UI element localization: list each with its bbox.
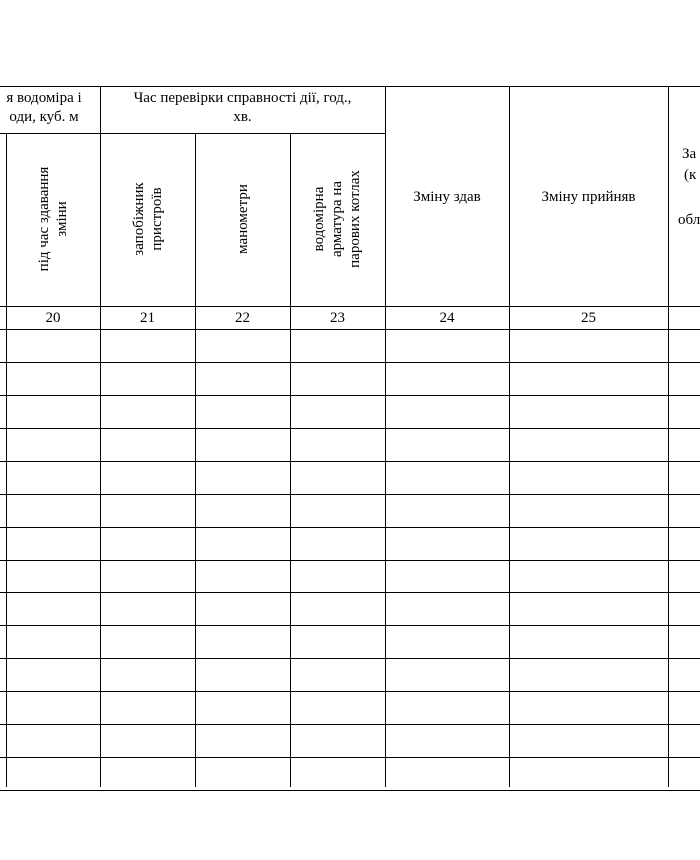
header-bottom-line	[0, 306, 700, 307]
col26-header-line1: За	[682, 146, 697, 162]
col26-header-line2: (к	[684, 167, 697, 183]
group-check-time-line2: хв.	[233, 109, 252, 125]
numbers-row-bottom-line	[0, 329, 700, 330]
table-row-line	[0, 494, 700, 495]
col23-header: водомірна арматура на парових котлах	[311, 170, 363, 268]
table-top-border	[0, 86, 700, 87]
col-divider-22-23	[290, 133, 291, 787]
table-row-line	[0, 757, 700, 758]
col25-number: 25	[581, 310, 596, 326]
col25-header: Зміну прийняв	[541, 189, 636, 205]
col22-number: 22	[235, 310, 250, 326]
table-row-line	[0, 625, 700, 626]
col-divider-20-21	[100, 86, 101, 787]
col-divider-21-22	[195, 133, 196, 787]
group-water-meter-line2: оди, куб. м	[9, 109, 79, 125]
table-row-line	[0, 691, 700, 692]
group-water-meter-line1: я водоміра і	[6, 90, 82, 106]
table-row-line	[0, 461, 700, 462]
col24-number: 24	[439, 310, 455, 326]
table-row-line	[0, 428, 700, 429]
col-divider-left	[6, 133, 7, 787]
table-row-line	[0, 395, 700, 396]
table-row-line	[0, 790, 700, 791]
group-check-time-line1: Час перевірки справності дії, год.,	[133, 90, 352, 106]
col23-number: 23	[330, 310, 345, 326]
group-header-bottom-line	[0, 133, 385, 134]
table-row-line	[0, 658, 700, 659]
table-row-line	[0, 724, 700, 725]
table-row-line	[0, 592, 700, 593]
col20-number: 20	[45, 310, 61, 326]
col21-number: 21	[140, 310, 155, 326]
table-row-line	[0, 362, 700, 363]
col-divider-25-26	[668, 86, 669, 787]
col20-header: під час здавання зміни	[36, 166, 70, 272]
col21-header: запобіжник пристроїв	[131, 182, 165, 256]
table-row-line	[0, 527, 700, 528]
table-row-line	[0, 560, 700, 561]
col24-header: Зміну здав	[413, 189, 481, 205]
col22-header: манометри	[235, 184, 251, 254]
col26-header-line3: обл	[678, 212, 700, 228]
